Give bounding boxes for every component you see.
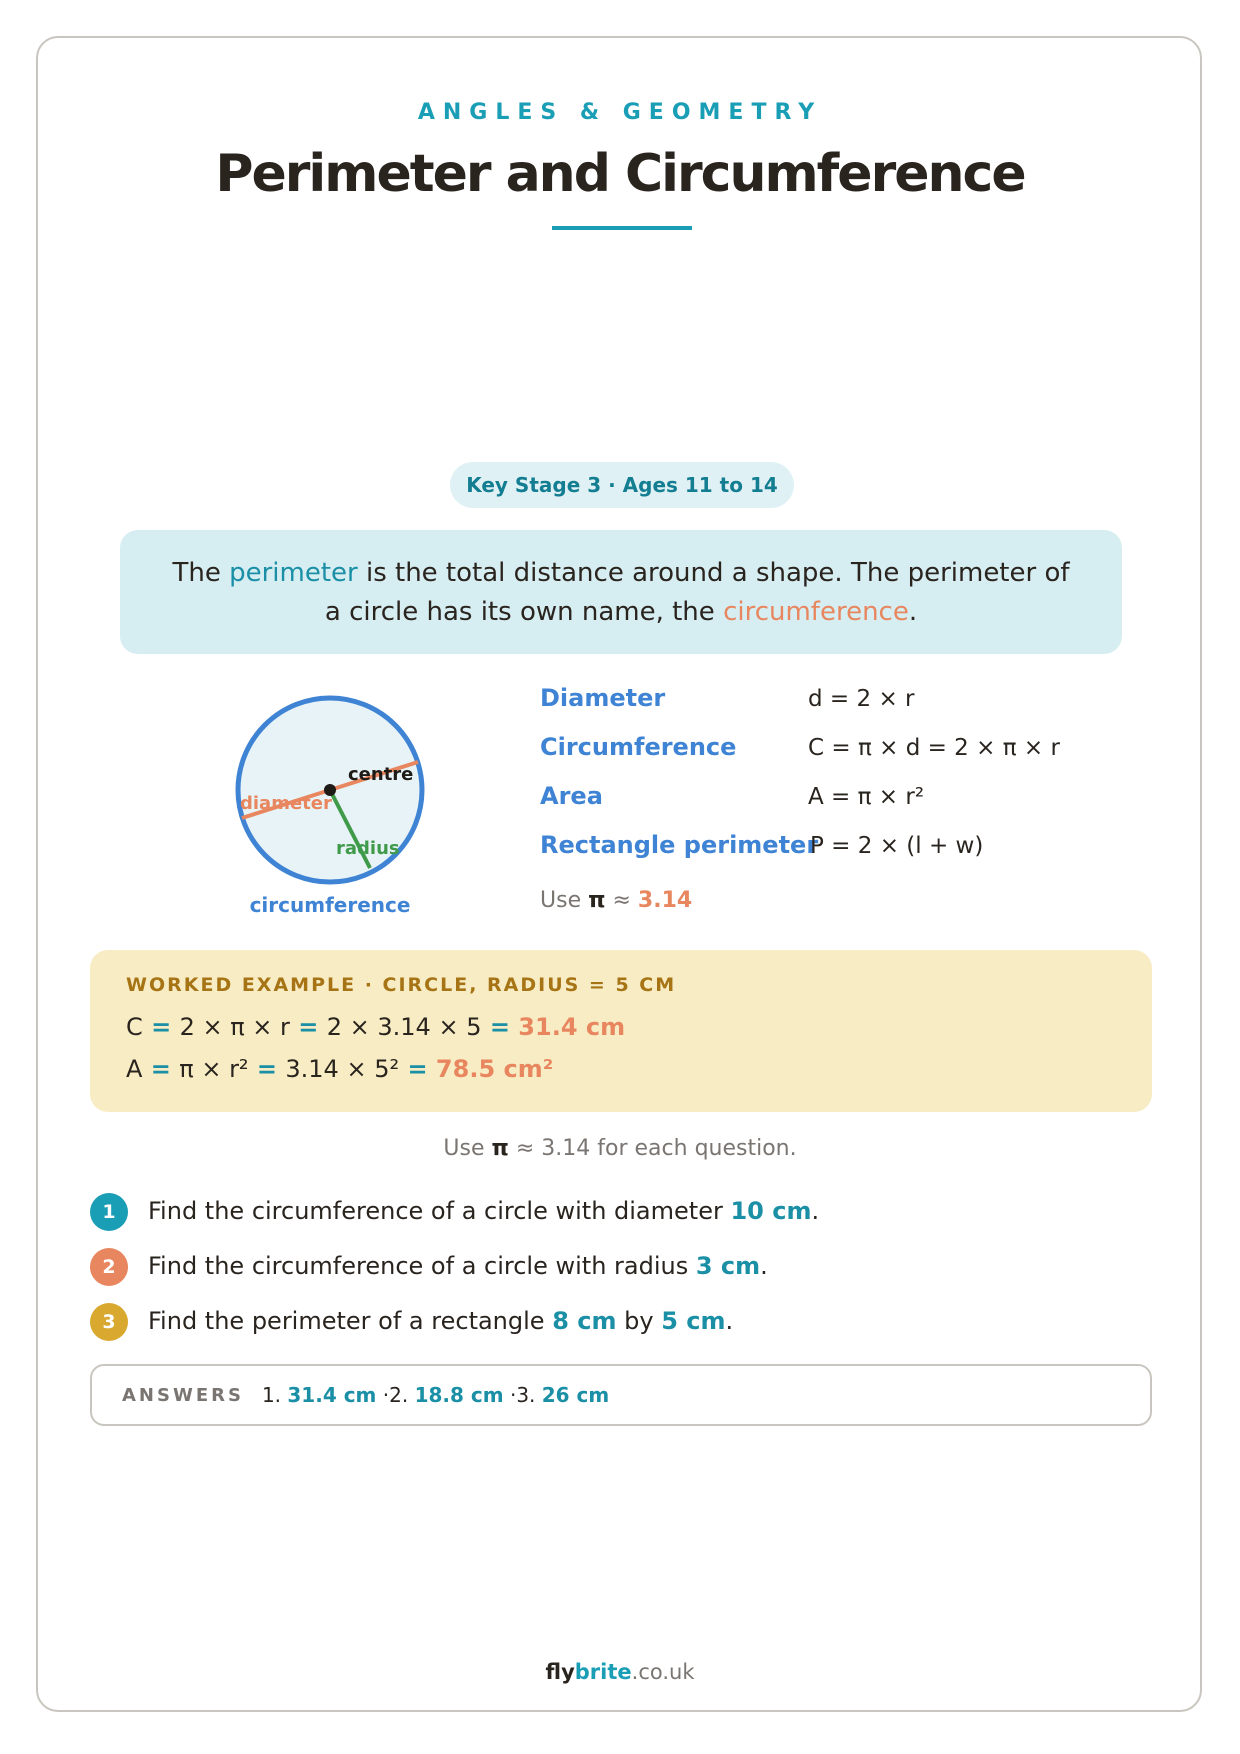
answer-item xyxy=(389,1383,516,1407)
question-prompt: Find the circumference of a circle with diameter xyxy=(148,1197,731,1225)
question-prompt: Find the perimeter of a rectangle xyxy=(148,1307,553,1335)
note-text: ≈ 3.14 for each question. xyxy=(508,1136,797,1161)
formula-list xyxy=(540,684,1100,880)
worked-example-label: WORKED EXAMPLE · CIRCLE, RADIUS = 5 CM xyxy=(126,974,677,996)
note-text: Use xyxy=(443,1136,492,1161)
answer-number: 1. xyxy=(261,1383,288,1407)
formula-expression: d = 2 × r xyxy=(808,686,915,712)
page-title: Perimeter and Circumference xyxy=(215,144,1025,204)
formula-name: Rectangle perimeter xyxy=(540,831,819,859)
worked-example-box xyxy=(90,950,1152,1112)
pi-approximation xyxy=(540,888,692,913)
answers-label: ANSWERS xyxy=(122,1384,244,1406)
circumference-label: circumference xyxy=(249,893,411,917)
worked-answer: 78.5 cm² xyxy=(435,1055,554,1083)
answer-separator: · xyxy=(376,1383,390,1407)
question-text xyxy=(148,1307,733,1335)
answer-item xyxy=(262,1383,389,1407)
pi-prefix: Use xyxy=(540,888,589,913)
question-punctuation: . xyxy=(760,1252,768,1280)
formula-expression: A = π × r² xyxy=(808,784,925,810)
answer-number: 3. xyxy=(516,1383,542,1407)
question-item xyxy=(90,1192,1140,1232)
topic-eyebrow: ANGLES & GEOMETRY xyxy=(417,100,823,125)
keyword-perimeter: perimeter xyxy=(229,558,358,588)
intro-text: The xyxy=(172,558,230,588)
worked-term: 2 × 3.14 × 5 xyxy=(326,1013,482,1041)
radius-label: radius xyxy=(336,838,400,859)
equals-sign: = xyxy=(142,1055,180,1083)
question-item xyxy=(90,1302,1140,1342)
answer-separator: · xyxy=(503,1383,517,1407)
keyword-circumference: circumference xyxy=(723,597,909,627)
worked-term: 3.14 × 5² xyxy=(285,1055,400,1083)
question-number-badge: 2 xyxy=(90,1248,128,1286)
formula-name: Area xyxy=(540,782,603,810)
intro-box xyxy=(120,530,1122,654)
formula-row xyxy=(540,831,1100,880)
diameter-label: diameter xyxy=(240,793,332,814)
answer-value: 26 cm xyxy=(541,1383,610,1407)
worked-answer: 31.4 cm xyxy=(518,1013,626,1041)
equals-sign: = xyxy=(481,1013,519,1041)
formula-expression: C = π × d = 2 × π × r xyxy=(808,735,1060,761)
brand-part: fly xyxy=(545,1660,575,1684)
instruction-note xyxy=(0,1136,1240,1161)
pi-symbol: π xyxy=(588,888,606,913)
question-punctuation: . xyxy=(811,1197,820,1225)
formula-row xyxy=(540,684,1100,733)
question-number-badge: 1 xyxy=(90,1193,128,1231)
worked-term: 2 × π × r xyxy=(179,1013,290,1041)
equals-sign: = xyxy=(248,1055,286,1083)
formula-expression: P = 2 × (l + w) xyxy=(810,833,984,859)
answer-value: 31.4 cm xyxy=(287,1383,377,1407)
worked-term: π × r² xyxy=(179,1055,249,1083)
equals-sign: = xyxy=(142,1013,180,1041)
question-prompt: Find the circumference of a circle with radius xyxy=(148,1252,696,1280)
key-stage-badge: Key Stage 3 · Ages 11 to 14 xyxy=(450,462,794,508)
answer-number: 2. xyxy=(389,1383,415,1407)
question-text xyxy=(148,1252,768,1280)
formula-row xyxy=(540,733,1100,782)
equals-sign: = xyxy=(289,1013,327,1041)
equals-sign: = xyxy=(399,1055,436,1083)
pi-value: 3.14 xyxy=(637,888,693,913)
formula-name: Diameter xyxy=(540,684,666,712)
question-value: 5 cm xyxy=(661,1307,726,1335)
question-item xyxy=(90,1247,1140,1287)
answers-box xyxy=(90,1364,1152,1426)
circle-diagram xyxy=(220,690,440,930)
intro-text: is the total distance around a shape. The perimeter of a circle has its own name, the xyxy=(324,558,1070,627)
brand-domain: .co.uk xyxy=(631,1660,695,1684)
title-underline xyxy=(552,226,692,230)
centre-label: centre xyxy=(348,764,414,785)
footer-brand[interactable] xyxy=(0,1660,1240,1684)
formula-row xyxy=(540,782,1100,831)
pi-symbol: π xyxy=(491,1136,509,1161)
question-value: 10 cm xyxy=(730,1197,812,1225)
question-number-badge: 3 xyxy=(90,1303,128,1341)
answer-value: 18.8 cm xyxy=(414,1383,504,1407)
question-punctuation: . xyxy=(725,1307,734,1335)
question-text xyxy=(148,1197,819,1225)
worked-line-area xyxy=(126,1048,1116,1090)
question-value: 8 cm xyxy=(552,1307,617,1335)
question-prompt: by xyxy=(616,1307,662,1335)
approx-symbol: ≈ xyxy=(605,888,638,913)
answer-item xyxy=(516,1383,609,1407)
formula-name: Circumference xyxy=(540,733,737,761)
brand-part: brite xyxy=(574,1660,632,1684)
question-value: 3 cm xyxy=(695,1252,761,1280)
worked-term: A xyxy=(126,1055,143,1083)
worked-term: C xyxy=(126,1013,143,1041)
worked-line-circumference xyxy=(126,1006,1116,1048)
intro-text: . xyxy=(908,597,918,627)
